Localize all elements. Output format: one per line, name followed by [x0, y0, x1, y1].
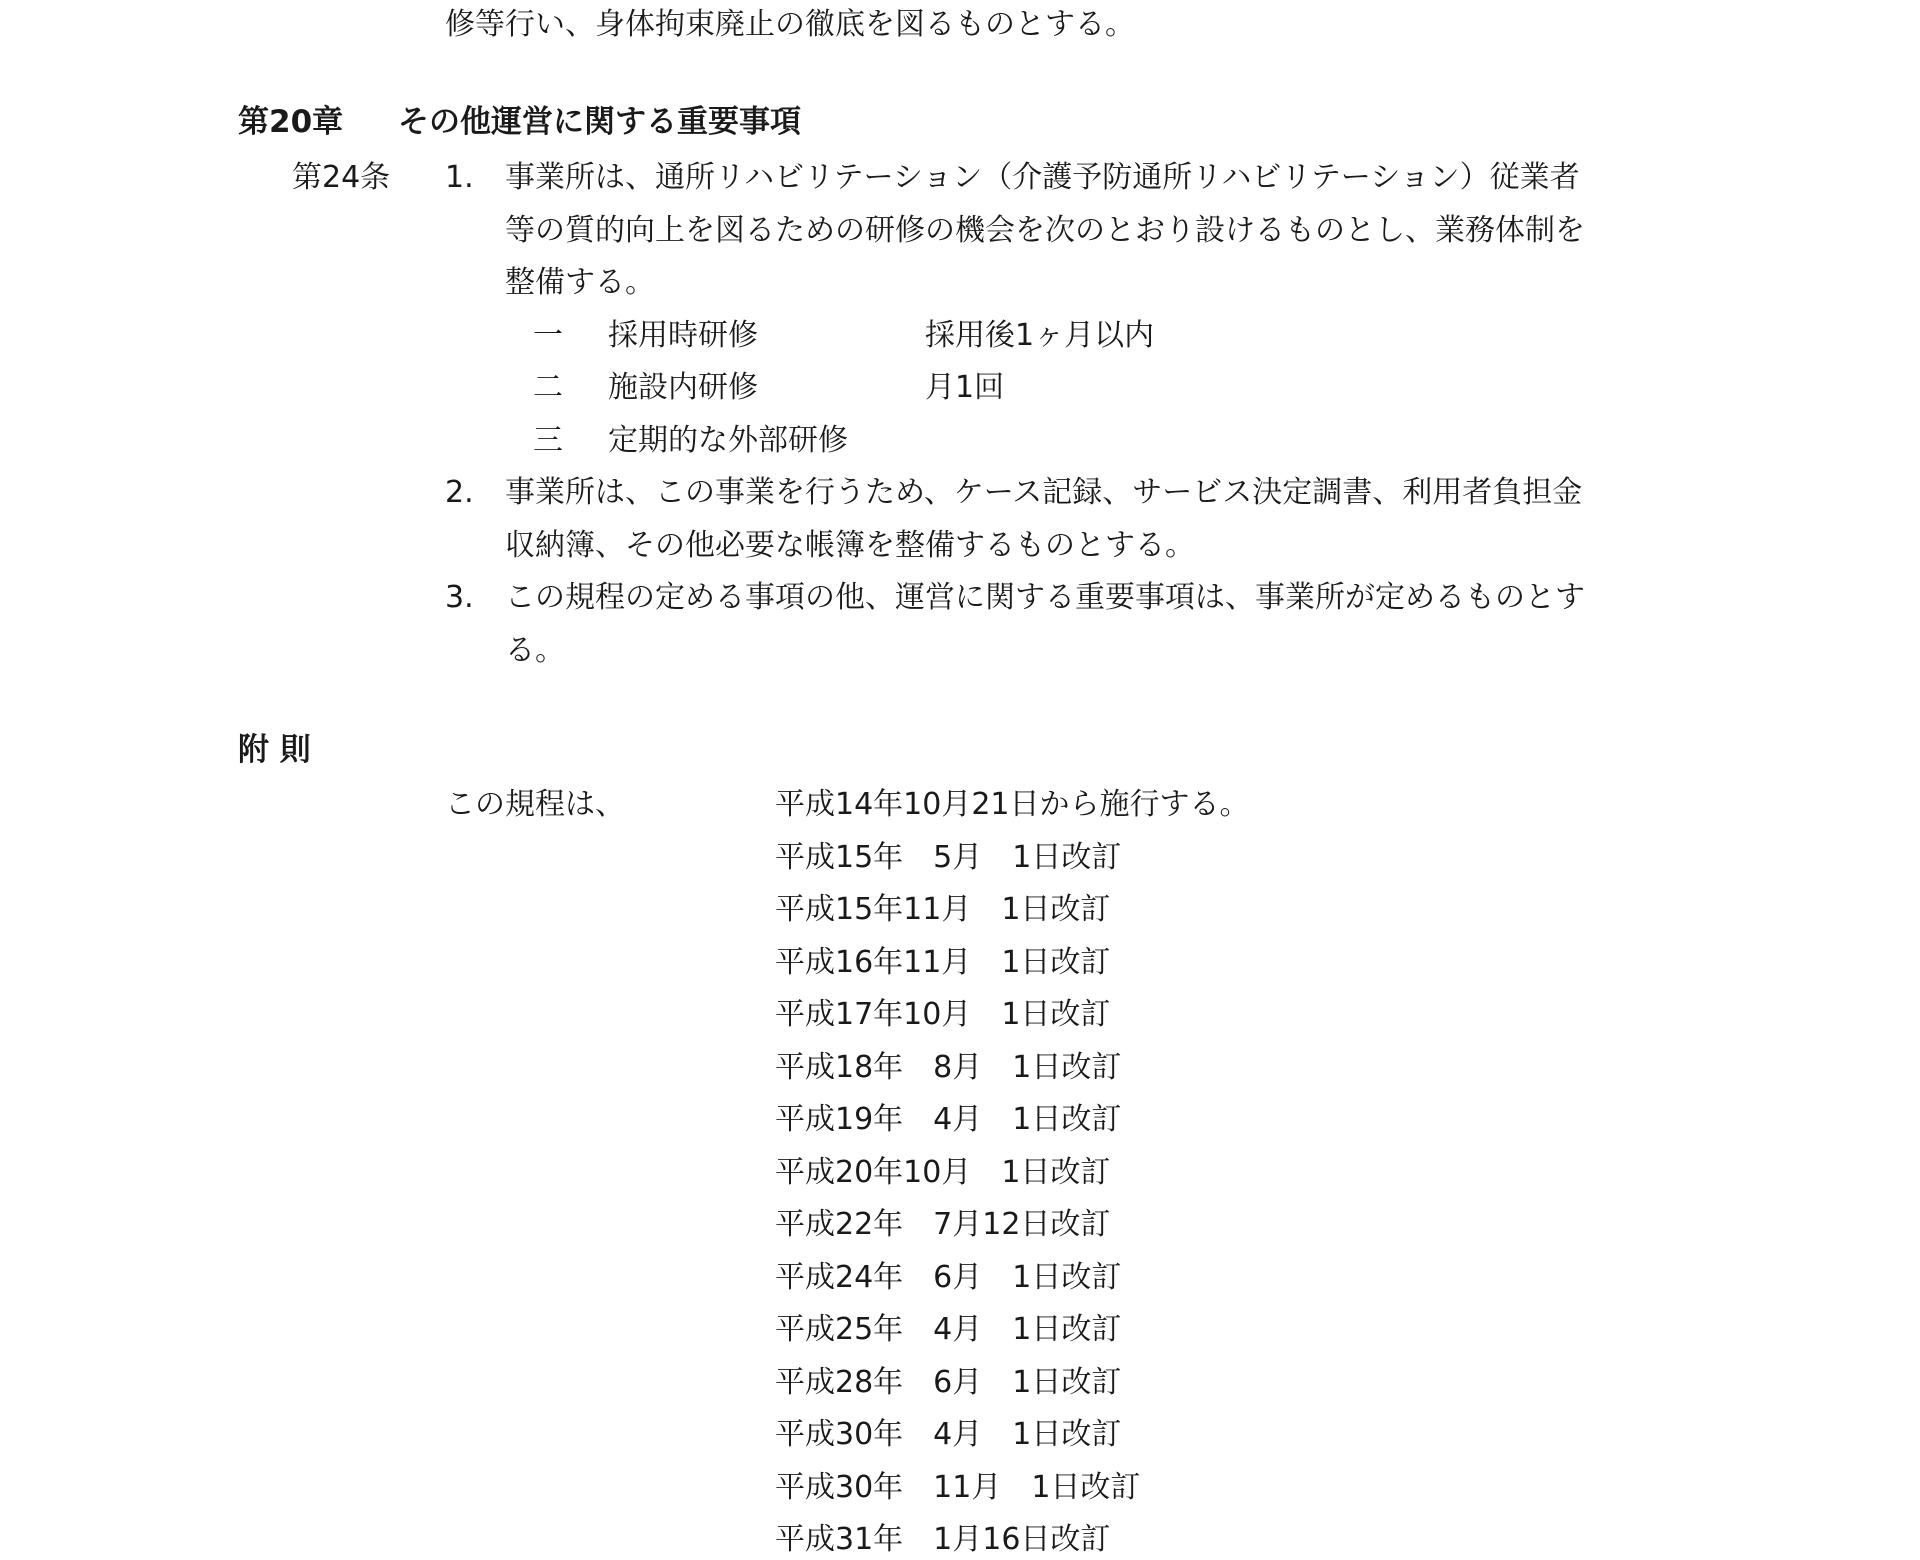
- item-text-line: 収納簿、その他必要な帳簿を整備するものとする。: [505, 528, 1195, 563]
- revision-date: 平成18年 8月 1日改訂: [775, 1049, 1122, 1085]
- revision-date: 平成20年10月 1日改訂: [775, 1154, 1111, 1190]
- supplementary-title: 附 則: [238, 732, 311, 768]
- subitem-name: 定期的な外部研修: [608, 423, 848, 458]
- item-number: 1.: [445, 160, 474, 195]
- item-text-line: 整備する。: [505, 265, 655, 300]
- revision-date: 平成17年10月 1日改訂: [775, 997, 1111, 1032]
- subitem-detail: 月1回: [925, 370, 1005, 405]
- article-number: 第24条: [292, 160, 391, 195]
- revision-date: 平成30年 4月 1日改訂: [775, 1417, 1122, 1452]
- revision-date: 平成31年 1月16日改訂: [775, 1522, 1111, 1557]
- revision-date: 平成25年 4月 1日改訂: [775, 1312, 1122, 1347]
- revision-date: 平成30年 11月 1日改訂: [775, 1469, 1141, 1505]
- revision-date: 平成19年 4月 1日改訂: [775, 1102, 1122, 1137]
- item-text-line: この規程の定める事項の他、運営に関する重要事項は、事業所が定めるものとす: [505, 580, 1585, 615]
- subitem-number: 一: [533, 318, 563, 353]
- subitem-detail: 採用後1ヶ月以内: [925, 318, 1155, 353]
- item-text-line: 等の質的向上を図るための研修の機会を次のとおり設けるものとし、業務体制を: [505, 213, 1585, 248]
- item-number: 3.: [445, 580, 474, 615]
- chapter-title: その他運営に関する重要事項: [398, 104, 801, 140]
- item-text-line: 事業所は、この事業を行うため、ケース記録、サービス決定調書、利用者負担金: [505, 475, 1583, 510]
- item-text-line: る。: [505, 633, 565, 668]
- continuation-text: 修等行い、身体拘束廃止の徹底を図るものとする。: [445, 7, 1135, 42]
- revision-date: 平成16年11月 1日改訂: [775, 944, 1111, 980]
- supplementary-intro: この規程は、: [445, 787, 625, 822]
- subitem-number: 三: [533, 423, 563, 458]
- revision-date: 平成14年10月21日から施行する。: [775, 787, 1250, 822]
- item-number: 2.: [445, 475, 474, 510]
- item-text-line: 事業所は、通所リハビリテーション（介護予防通所リハビリテーション）従業者: [505, 160, 1580, 195]
- revision-date: 平成24年 6月 1日改訂: [775, 1259, 1122, 1295]
- revision-date: 平成15年11月 1日改訂: [775, 892, 1111, 927]
- revision-date: 平成28年 6月 1日改訂: [775, 1364, 1122, 1400]
- subitem-name: 採用時研修: [608, 318, 758, 353]
- revision-date: 平成15年 5月 1日改訂: [775, 839, 1122, 875]
- subitem-name: 施設内研修: [608, 370, 758, 405]
- revision-date: 平成22年 7月12日改訂: [775, 1207, 1111, 1242]
- subitem-number: 二: [533, 370, 563, 405]
- chapter-number: 第20章: [238, 104, 344, 140]
